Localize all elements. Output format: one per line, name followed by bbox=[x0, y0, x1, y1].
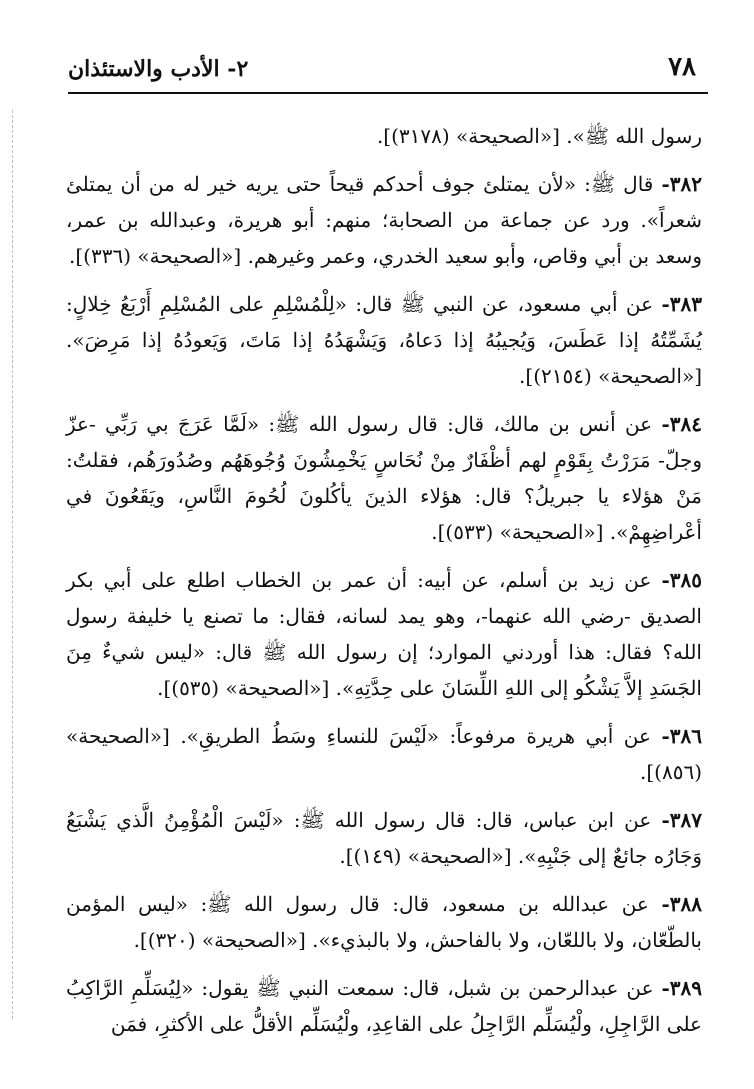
paragraph-text: عن أنس بن مالك، قال: قال رسول الله ﷺ: «لَمَّا عَرَجَ بي رَبِّي -عزّ وجلّ- مَرَرْتُ بِقَوْمٍ لهم أظْفَارٌ مِنْ نُحَاسٍ يَخْمِشُونَ وُجُوهَهُم وصُدُورَهُم، فقلتُ: مَنْ هؤلاء يا جبريلُ؟ قال: هؤلاء الذينَ يأكُلونَ لُحُومَ النَّاسِ، ويَقَعُونَ في أعْراضِهِمْ». [«الصحيحة» (٥٣٣)]. bbox=[66, 412, 702, 544]
page-number: ٧٨ bbox=[668, 52, 696, 82]
hadith-number: ٣٨٢- bbox=[661, 172, 702, 196]
header-rule bbox=[68, 92, 708, 94]
hadith-paragraph-continuation bbox=[66, 118, 702, 154]
paragraph-text: رسول الله ﷺ». [«الصحيحة» (٣١٧٨)]. bbox=[376, 124, 702, 148]
running-title: ٢- الأدب والاستئذان bbox=[68, 56, 249, 82]
page-body bbox=[66, 118, 702, 1054]
hadith-paragraph-387 bbox=[66, 802, 702, 874]
paragraph-text: عن عبدالله بن مسعود، قال: قال رسول الله ﷺ: «ليس المؤمن بالطّعّان، ولا باللعّان، ولا بالفاحش، ولا بالبذيء». [«الصحيحة» (٣٢٠)]. bbox=[66, 892, 702, 952]
paragraph-text: عن أبي هريرة مرفوعاً: «لَيْسَ للنساءِ وسَطُ الطريقِ». [«الصحيحة» (٨٥٦)]. bbox=[66, 724, 702, 784]
hadith-number: ٣٨٧- bbox=[661, 808, 702, 832]
hadith-paragraph-388 bbox=[66, 886, 702, 958]
hadith-paragraph-385 bbox=[66, 562, 702, 706]
paragraph-text: عن عبدالرحمن بن شبل، قال: سمعت النبي ﷺ يقول: «لِيُسَلِّمِ الرَّاكِبُ على الرَّاجِلِ، ولْيُسَلِّم الرَّاجِلُ على القاعِدِ، ولْيُسَلِّم الأقلُّ على الأكثرِ، فمَن bbox=[66, 976, 702, 1036]
hadith-paragraph-382 bbox=[66, 166, 702, 274]
hadith-number: ٣٨٨- bbox=[661, 892, 702, 916]
paragraph-text: قال ﷺ: «لأن يمتلئ جوف أحدكم قيحاً حتى يريه خير له من أن يمتلئ شعراً». ورد عن جماعة من الصحابة؛ منهم: أبو هريرة، وعبدالله بن عمر، وسعد بن أبي وقاص، وأبو سعيد الخدري، وعمر وغيرهم. [«الصحيحة» (٣٣٦)]. bbox=[66, 172, 702, 268]
hadith-paragraph-386 bbox=[66, 718, 702, 790]
page-header bbox=[68, 52, 708, 92]
paragraph-text: عن ابن عباس، قال: قال رسول الله ﷺ: «لَيْسَ الْمُؤْمِنُ الَّذي يَشْبَعُ وَجَارُه جائعٌ إلى جَنْبِهِ». [«الصحيحة» (١٤٩)]. bbox=[66, 808, 702, 868]
hadith-paragraph-383 bbox=[66, 286, 702, 394]
hadith-paragraph-389 bbox=[66, 970, 702, 1042]
paragraph-text: عن زيد بن أسلم، عن أبيه: أن عمر بن الخطاب اطلع على أبي بكر الصديق -رضي الله عنهما-، وهو يمد لسانه، فقال: ما تصنع يا خليفة رسول الله؟ فقال: هذا أوردني الموارد؛ إن رسول الله ﷺ قال: «ليس شيءٌ مِنَ الجَسَدِ إلاَّ يَشْكُو إلى اللهِ اللِّسَانَ على حِدَّتِهِ». [«الصحيحة» (٥٣٥)]. bbox=[66, 568, 702, 700]
hadith-number: ٣٨٦- bbox=[661, 724, 702, 748]
scan-edge-line bbox=[12, 110, 13, 1019]
hadith-number: ٣٨٩- bbox=[661, 976, 702, 1000]
hadith-number: ٣٨٥- bbox=[661, 568, 702, 592]
paragraph-text: عن أبي مسعود، عن النبي ﷺ قال: «لِلْمُسْلِمِ على المُسْلِمِ أَرْبَعُ خِلالٍ: يُشَمِّتُهُ إذا عَطَسَ، وَيُجيبُهُ إذا دَعاهُ، وَيَشْهَدُهُ إذا مَاتَ، وَيَعودُهُ إذا مَرِضَ». [«الصحيحة» (٢١٥٤)]. bbox=[66, 292, 702, 388]
hadith-number: ٣٨٣- bbox=[661, 292, 702, 316]
hadith-paragraph-384 bbox=[66, 406, 702, 550]
hadith-number: ٣٨٤- bbox=[661, 412, 702, 436]
